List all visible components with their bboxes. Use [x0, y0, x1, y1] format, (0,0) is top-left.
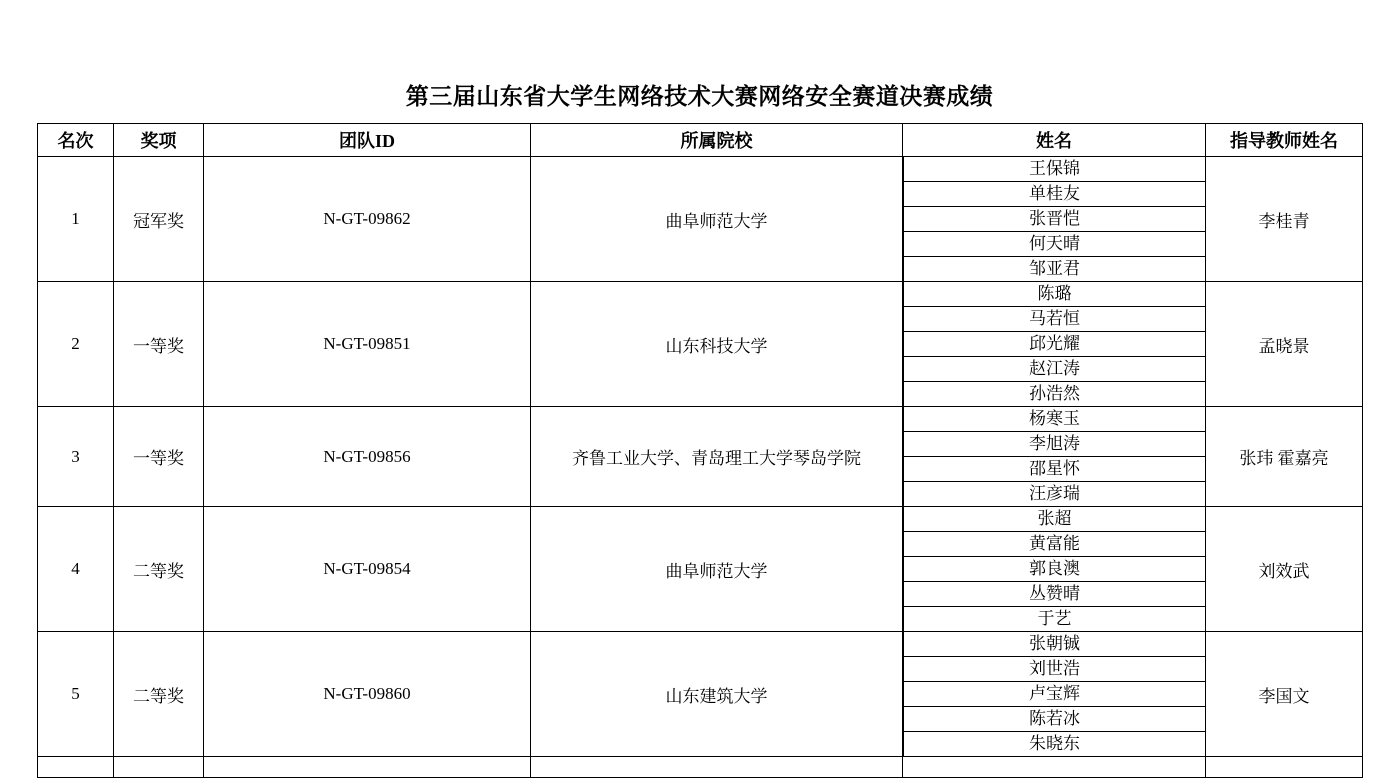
cell-partial [531, 757, 903, 778]
cell-school: 山东建筑大学 [531, 632, 903, 757]
member-row [904, 382, 1206, 407]
cell-member-names [903, 407, 1206, 507]
cell-rank: 2 [38, 282, 114, 407]
table-row-partial [38, 757, 1363, 778]
member-name: 郭良澳 [904, 557, 1206, 582]
cell-teacher: 张玮 霍嘉亮 [1206, 407, 1363, 507]
cell-rank: 1 [38, 157, 114, 282]
cell-teacher: 刘效武 [1206, 507, 1363, 632]
member-name: 朱晓东 [904, 732, 1206, 757]
member-name: 赵江涛 [904, 357, 1206, 382]
cell-team-id: N-GT-09856 [204, 407, 531, 507]
member-name: 于艺 [904, 607, 1206, 632]
cell-award: 冠军奖 [114, 157, 204, 282]
member-row [904, 607, 1206, 632]
member-name: 单桂友 [904, 182, 1206, 207]
member-row [904, 232, 1206, 257]
member-name: 张超 [904, 507, 1206, 532]
member-name: 邹亚君 [904, 257, 1206, 282]
column-header-team-id: 团队ID [204, 124, 531, 157]
cell-school: 山东科技大学 [531, 282, 903, 407]
cell-member-names [903, 157, 1206, 282]
member-names-list [903, 157, 1205, 281]
member-names-list [903, 282, 1205, 406]
results-table [37, 123, 1363, 778]
member-name: 张晋恺 [904, 207, 1206, 232]
cell-teacher: 李国文 [1206, 632, 1363, 757]
page-title: 第三届山东省大学生网络技术大赛网络安全赛道决赛成绩 [405, 84, 994, 109]
cell-school: 曲阜师范大学 [531, 507, 903, 632]
cell-team-id: N-GT-09860 [204, 632, 531, 757]
member-name: 陈若冰 [904, 707, 1206, 732]
cell-partial [903, 757, 1206, 778]
member-name: 陈璐 [904, 282, 1206, 307]
cell-teacher: 李桂青 [1206, 157, 1363, 282]
header-row [38, 124, 1363, 157]
member-names-list [903, 632, 1205, 756]
table-row [38, 407, 1363, 507]
member-name: 卢宝辉 [904, 682, 1206, 707]
cell-award: 二等奖 [114, 632, 204, 757]
member-name: 李旭涛 [904, 432, 1206, 457]
member-row [904, 732, 1206, 757]
cell-award: 一等奖 [114, 407, 204, 507]
cell-award: 一等奖 [114, 282, 204, 407]
table-row [38, 507, 1363, 632]
cell-member-names [903, 282, 1206, 407]
cell-award: 二等奖 [114, 507, 204, 632]
member-row [904, 207, 1206, 232]
cell-member-names [903, 507, 1206, 632]
cell-partial [114, 757, 204, 778]
member-row [904, 557, 1206, 582]
member-row [904, 182, 1206, 207]
table-row [38, 632, 1363, 757]
cell-partial [1206, 757, 1363, 778]
member-name: 汪彦瑞 [904, 482, 1206, 507]
member-row [904, 157, 1206, 182]
cell-rank: 4 [38, 507, 114, 632]
member-row [904, 482, 1206, 507]
table-row [38, 157, 1363, 282]
member-row [904, 507, 1206, 532]
column-header-award: 奖项 [114, 124, 204, 157]
member-row [904, 282, 1206, 307]
cell-member-names [903, 632, 1206, 757]
member-row [904, 582, 1206, 607]
member-row [904, 432, 1206, 457]
member-name: 丛赞晴 [904, 582, 1206, 607]
member-row [904, 532, 1206, 557]
member-names-list [903, 407, 1205, 506]
table-body [38, 157, 1363, 778]
member-names-list [903, 507, 1205, 631]
member-name: 杨寒玉 [904, 407, 1206, 432]
member-row [904, 657, 1206, 682]
member-row [904, 357, 1206, 382]
cell-team-id: N-GT-09854 [204, 507, 531, 632]
member-name: 张朝铖 [904, 632, 1206, 657]
cell-school: 曲阜师范大学 [531, 157, 903, 282]
column-header-rank: 名次 [38, 124, 114, 157]
column-header-school: 所属院校 [531, 124, 903, 157]
member-row [904, 682, 1206, 707]
member-row [904, 407, 1206, 432]
member-name: 王保锦 [904, 157, 1206, 182]
table-header [38, 124, 1363, 157]
cell-school: 齐鲁工业大学、青岛理工大学琴岛学院 [531, 407, 903, 507]
member-row [904, 457, 1206, 482]
member-row [904, 332, 1206, 357]
member-name: 刘世浩 [904, 657, 1206, 682]
member-row [904, 257, 1206, 282]
member-row [904, 707, 1206, 732]
cell-team-id: N-GT-09862 [204, 157, 531, 282]
cell-teacher: 孟晓景 [1206, 282, 1363, 407]
member-name: 邱光耀 [904, 332, 1206, 357]
cell-rank: 5 [38, 632, 114, 757]
cell-team-id: N-GT-09851 [204, 282, 531, 407]
cell-partial [204, 757, 531, 778]
member-name: 邵星怀 [904, 457, 1206, 482]
column-header-teacher: 指导教师姓名 [1206, 124, 1363, 157]
cell-rank: 3 [38, 407, 114, 507]
table-row [38, 282, 1363, 407]
member-row [904, 307, 1206, 332]
member-name: 马若恒 [904, 307, 1206, 332]
member-name: 何天晴 [904, 232, 1206, 257]
column-header-name: 姓名 [903, 124, 1206, 157]
member-row [904, 632, 1206, 657]
member-name: 黄富能 [904, 532, 1206, 557]
member-name: 孙浩然 [904, 382, 1206, 407]
cell-partial [38, 757, 114, 778]
